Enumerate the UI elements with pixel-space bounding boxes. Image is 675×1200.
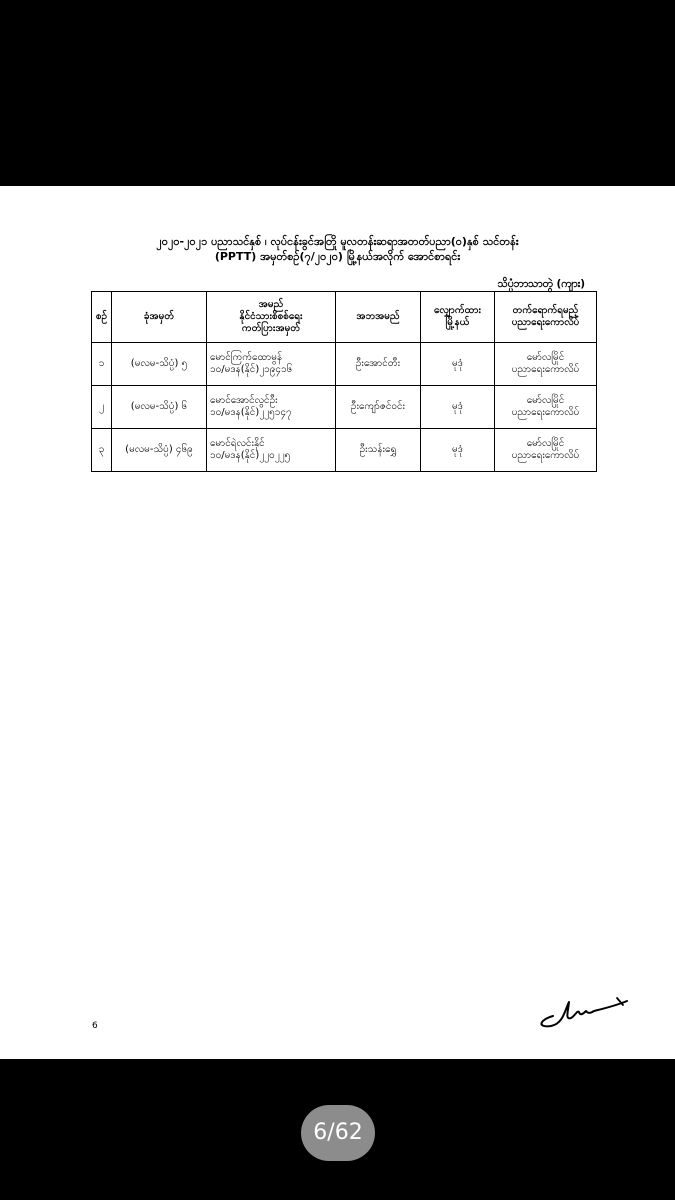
cell-college: မော်လမြိုင် ပညာရေးကောလိပ် — [495, 429, 597, 472]
cell-no: ၁ — [92, 343, 112, 386]
table-row — [92, 343, 597, 386]
page-number: 6 — [92, 1021, 98, 1031]
cell-father: ဦးအောင်တီး — [336, 343, 421, 386]
cell-roll: (မလမ-သိပ္ပံ) ၄၆၉ — [112, 429, 207, 472]
cell-no: ၂ — [92, 386, 112, 429]
heading-line-2: (PPTT) အမှတ်စဉ်(၇/၂၀၂၀) မြို့နယ်အလိုက် အောင်စာရင်း — [214, 250, 461, 263]
document-page — [0, 186, 675, 1059]
header-roll: ခုံအမှတ် — [112, 292, 207, 343]
cell-name: မောင်ရဲလင်းနိုင် ၁၀/မဒန(နိုင်)၂၂၀၂၂၅ — [207, 429, 336, 472]
results-table — [91, 291, 597, 472]
cell-college: မော်လမြိုင် ပညာရေးကောလိပ် — [495, 343, 597, 386]
top-black-bar — [0, 0, 675, 186]
cell-roll: (မလမ-သိပ္ပံ) ၆ — [112, 386, 207, 429]
signature-image — [535, 992, 630, 1030]
table-row — [92, 386, 597, 429]
page-indicator: 6/62 — [301, 1105, 375, 1161]
header-father: အဘအမည် — [336, 292, 421, 343]
cell-name: မောင်အောင်လွင်ဦး ၁၀/မဒန(နိုင်)၂၂၅၁၄၇ — [207, 386, 336, 429]
document-heading — [60, 234, 615, 264]
cell-college: မော်လမြိုင် ပညာရေးကောလိပ် — [495, 386, 597, 429]
cell-applied: မုဒုံ — [421, 429, 495, 472]
cell-applied: မုဒုံ — [421, 343, 495, 386]
table-header-row — [92, 292, 597, 343]
heading-line-1: ၂၀၂၀-၂၀၂၁ ပညာသင်နှစ် ၊ လုပ်ငန်းခွင်အတြို မူလတန်းဆရာအတတ်ပညာ(ဝ)နှစ် သင်တန်း — [156, 235, 519, 248]
header-name: အမည် နိုင်ငံသားစိစစ်ရေး ကတ်ပြားအမှတ် — [207, 292, 336, 343]
cell-name: မောင်ကြက်ထောမွန် ၁၀/မဒန(နိုင်)၂၁၉၄၁၆ — [207, 343, 336, 386]
header-assigned: တက်ရောက်ရမည့် ပညာရေးကောလိပ် — [495, 292, 597, 343]
cell-no: ၃ — [92, 429, 112, 472]
cell-father: ဦးကျော်ဇင်ဝင်း — [336, 386, 421, 429]
header-no: စဉ် — [92, 292, 112, 343]
table-row — [92, 429, 597, 472]
cell-father: ဦးသန်းရွှေ — [336, 429, 421, 472]
header-applied: လျှောက်ထား မြို့နယ် — [421, 292, 495, 343]
cell-applied: မုဒုံ — [421, 386, 495, 429]
township-label: သိပ္ပံဘာသာတွဲ (ကျား) — [497, 278, 585, 290]
cell-roll: (မလမ-သိပ္ပံ) ၅ — [112, 343, 207, 386]
